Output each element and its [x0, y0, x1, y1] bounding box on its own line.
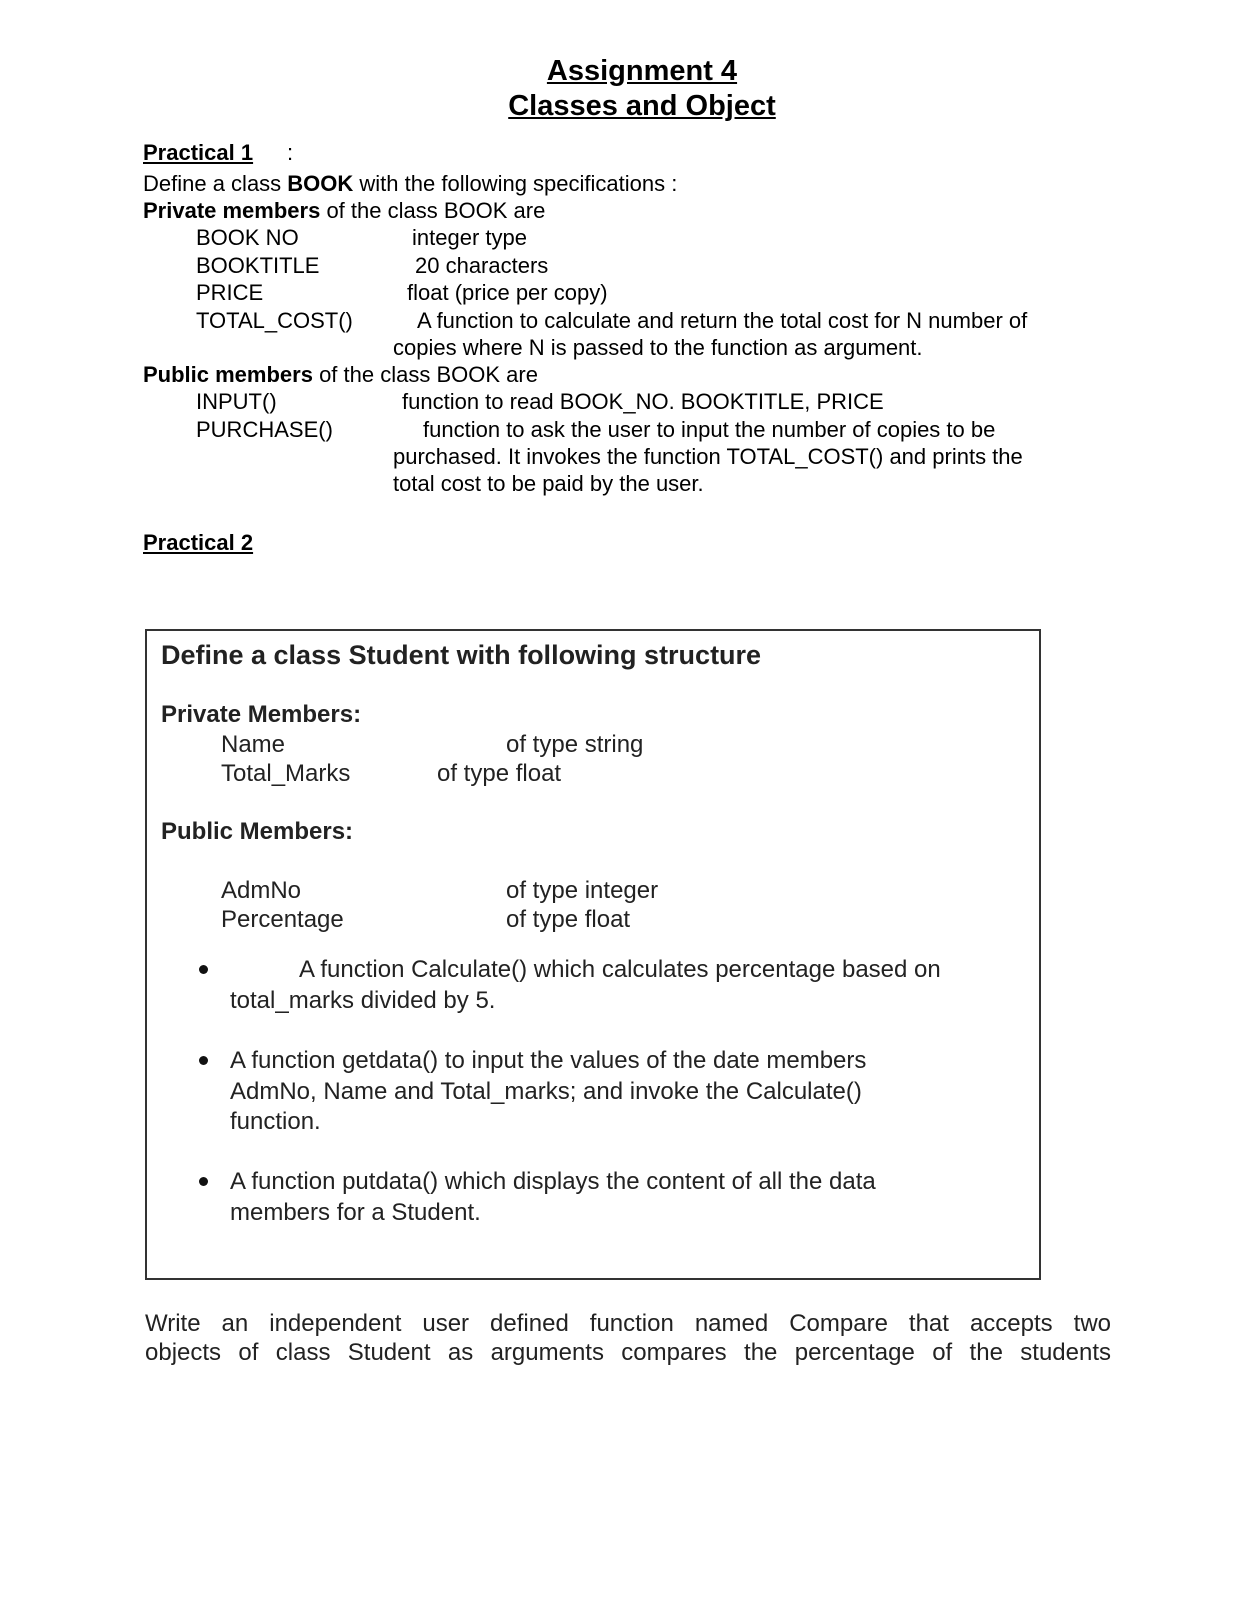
member-name: PURCHASE() [196, 417, 333, 442]
member-name: Percentage [221, 906, 344, 933]
member-desc-continued: total cost to be paid by the user. [393, 471, 704, 496]
intro-text-pre: Define a class [143, 171, 288, 196]
member-desc: integer type [412, 225, 527, 250]
practical-2-heading: Practical 2 [143, 530, 254, 555]
bullet-icon [199, 1177, 208, 1186]
bullet-icon [199, 1056, 208, 1065]
member-type: of type string [506, 731, 644, 758]
bullet-text-continued: members for a Student. [230, 1199, 481, 1226]
page-title: Assignment 4 [546, 55, 738, 87]
practical-1-heading: Practical 1 [143, 140, 254, 165]
public-members-rest: of the class BOOK are [312, 362, 538, 387]
member-type: of type float [506, 906, 631, 933]
bullet-text: A function Calculate() which calculates percentage based on [299, 956, 941, 983]
member-name: Total_Marks [221, 760, 351, 787]
page-subtitle: Classes and Object [508, 90, 776, 122]
private-members-heading [143, 198, 545, 224]
member-name: Name [221, 731, 286, 758]
compare-paragraph-line: Write an independent user defined function named Compare that accepts two [145, 1310, 1111, 1337]
private-members-label: Private members [143, 198, 321, 223]
bullet-text-continued: AdmNo, Name and Total_marks; and invoke the Calculate() [230, 1078, 862, 1105]
private-members-label: Private Members: [161, 701, 362, 728]
member-name: PRICE [196, 280, 264, 305]
student-spec-box [145, 629, 1041, 1280]
intro-class-name: BOOK [287, 171, 354, 196]
bullet-text: A function getdata() to input the values of the date members [230, 1047, 867, 1074]
bullet-text: A function putdata() which displays the content of all the data [230, 1168, 876, 1195]
public-members-label: Public members [143, 362, 313, 387]
member-name: INPUT() [196, 389, 277, 414]
bullet-icon [199, 965, 208, 974]
member-desc-continued: copies where N is passed to the function as argument. [393, 335, 923, 360]
bullet-text-continued: total_marks divided by 5. [230, 987, 496, 1014]
member-desc: 20 characters [415, 253, 549, 278]
member-type: of type float [437, 760, 562, 787]
practical-1-intro [143, 171, 677, 197]
member-desc-continued: purchased. It invokes the function TOTAL_COST() and prints the [393, 444, 1023, 469]
member-type: of type integer [506, 877, 659, 904]
public-members-label: Public Members: [161, 818, 354, 845]
public-members-heading [143, 362, 538, 388]
intro-text-post: with the following specifications : [353, 171, 678, 196]
member-name: AdmNo [221, 877, 302, 904]
member-desc: float (price per copy) [407, 280, 608, 305]
member-name: BOOKTITLE [196, 253, 320, 278]
box-title: Define a class Student with following structure [161, 640, 762, 670]
bullet-text-continued: function. [230, 1108, 321, 1135]
practical-1-colon: : [287, 140, 294, 165]
private-members-rest: of the class BOOK are [320, 198, 546, 223]
member-desc: function to read BOOK_NO. BOOKTITLE, PRICE [402, 389, 884, 414]
member-desc: A function to calculate and return the total cost for N number of [417, 308, 1028, 333]
member-desc: function to ask the user to input the number of copies to be [423, 417, 996, 442]
member-name: BOOK NO [196, 225, 299, 250]
compare-paragraph-line: objects of class Student as arguments compares the percentage of the students [145, 1339, 1111, 1366]
member-name: TOTAL_COST() [196, 308, 353, 333]
